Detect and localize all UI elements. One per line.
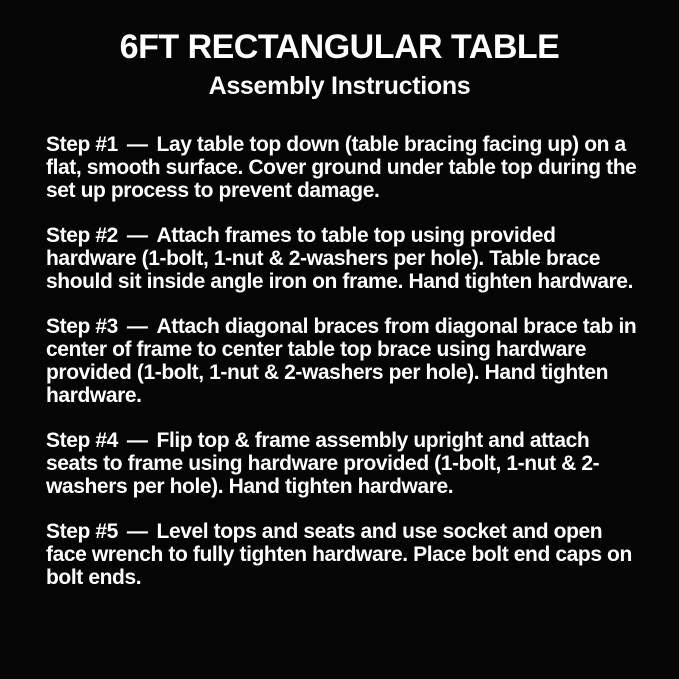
step-item-1 [46,133,639,202]
step-label: Step #3 [46,315,118,338]
step-item-3 [46,315,639,407]
step-separator: — [126,520,148,543]
step-label: Step #2 [46,224,118,247]
poster-header [0,27,679,100]
step-separator: — [126,133,148,156]
step-label: Step #5 [46,520,118,543]
page-title: 6FT RECTANGULAR TABLE [119,28,560,66]
step-separator: — [126,315,148,338]
step-label: Step #4 [46,429,118,452]
step-text: Flip top & frame assembly upright and attach seats to frame using hardware provided (1-bolt, 1-nut & 2-washers per hole). Hand tighten hardware. [46,429,600,498]
step-text: Attach frames to table top using provided hardware (1-bolt, 1-nut & 2-washers per hole). Table brace should sit inside angle iron on frame. Hand tighten hardware. [46,224,634,293]
step-text: Lay table top down (table bracing facing up) on a flat, smooth surface. Cover ground under table top during the set up process to prevent damage. [46,133,637,202]
step-separator: — [126,224,148,247]
step-label: Step #1 [46,133,118,156]
step-item-5 [46,520,639,589]
page-subtitle: Assembly Instructions [208,72,471,100]
step-text: Level tops and seats and use socket and open face wrench to fully tighten hardware. Place bolt end caps on bolt ends. [46,520,632,589]
step-item-4 [46,429,639,498]
step-item-2 [46,224,639,293]
steps-list [0,133,679,589]
step-separator: — [126,429,148,452]
step-text: Attach diagonal braces from diagonal brace tab in center of frame to center table top brace using hardware provided (1-bolt, 1-nut & 2-washers per hole). Hand tighten hardware. [46,315,637,407]
